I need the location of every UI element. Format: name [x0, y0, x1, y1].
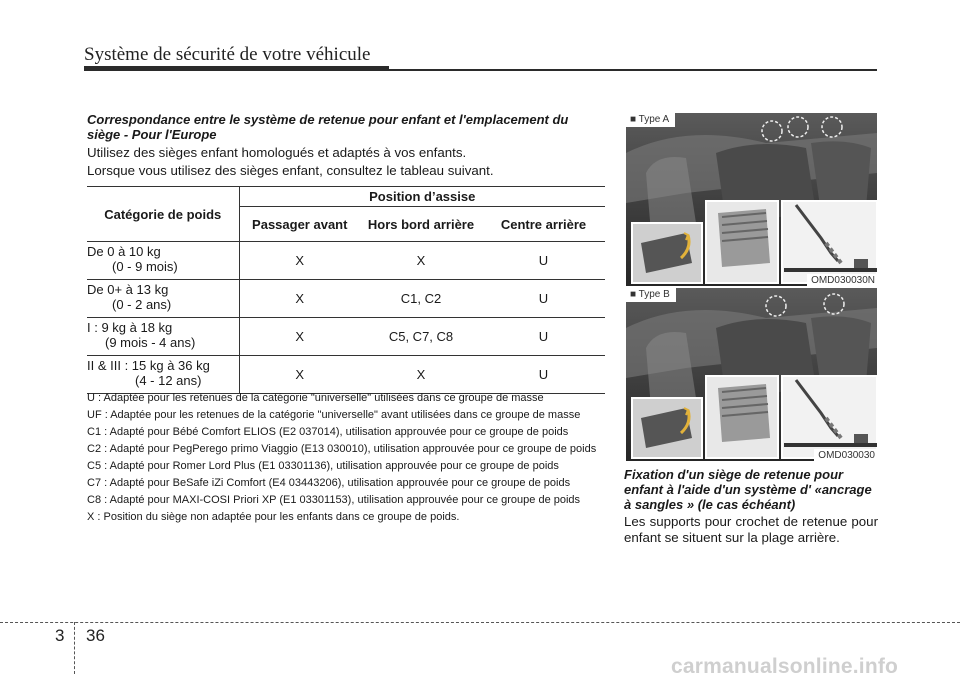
figure-type-a — [626, 113, 877, 286]
category-weight: De 0+ à 13 kg — [87, 282, 169, 297]
col-rear-center: Centre arrière — [482, 207, 605, 242]
value-cell: U — [482, 280, 605, 318]
seat-anchor-illustration-a — [626, 113, 877, 286]
figure-type-b-code: OMD030030 — [814, 449, 877, 461]
category-age: (0 - 9 mois) — [112, 259, 178, 274]
figure-type-a-code: OMD030030N — [807, 274, 877, 286]
category-weight: II & III : 15 kg à 36 kg — [87, 358, 210, 373]
legend-c1: C1 : Adapté pour Bébé Comfort ELIOS (E2 037014), utilisation approuvée pour ce groupe de poids — [87, 426, 569, 438]
category-age: (0 - 2 ans) — [112, 297, 172, 312]
weight-category-cell — [87, 280, 239, 318]
intro-line-2: Lorsque vous utilisez des sièges enfant, consultez le tableau suivant. — [87, 163, 494, 178]
legend-c2: C2 : Adapté pour PegPerego primo Viaggio (E13 030010), utilisation approuvée pour ce groupe de poids — [87, 443, 597, 455]
category-age: (9 mois - 4 ans) — [105, 335, 196, 350]
value-cell: X — [360, 242, 482, 280]
legend-c7: C7 : Adapté pour BeSafe iZi Comfort (E4 03443206), utilisation approuvée pour ce groupe de poids — [87, 477, 571, 489]
value-cell: X — [239, 280, 360, 318]
fixation-heading: Fixation d'un siège de retenue pour enfant à l'aide d'un système d' «ancrage à sangles » (le cas échéant) — [624, 467, 872, 512]
weight-category-cell — [87, 242, 239, 280]
category-age: (4 - 12 ans) — [135, 373, 202, 388]
fixation-body: Les supports pour crochet de retenue pour enfant se situent sur la plage arrière. — [624, 514, 878, 545]
legend-u: U : Adaptée pour les retenues de la catégorie "universelle" utilisées dans ce groupe de masse — [87, 392, 544, 404]
seat-anchor-illustration-b — [626, 288, 877, 461]
category-weight: De 0 à 10 kg — [87, 244, 161, 259]
header-thin-rule — [389, 69, 877, 71]
page-header-title: Système de sécurité de votre véhicule — [84, 44, 371, 65]
legend-list — [87, 391, 603, 524]
header-thick-rule — [84, 66, 389, 71]
table-row — [87, 242, 605, 280]
figure-type-b-label: ■ Type B — [626, 288, 676, 302]
legend-c5: C5 : Adapté pour Romer Lord Plus (E1 03301136), utilisation approuvée pour ce groupe de poids — [87, 460, 559, 472]
col-rear-outboard: Hors bord arrière — [360, 207, 482, 242]
chapter-number: 3 — [55, 626, 65, 645]
site-watermark: carmanualsonline.info — [671, 655, 899, 678]
value-cell: C5, C7, C8 — [360, 318, 482, 356]
value-cell: X — [239, 356, 360, 394]
value-cell: U — [482, 356, 605, 394]
table-row — [87, 280, 605, 318]
value-cell: C1, C2 — [360, 280, 482, 318]
value-cell: X — [239, 242, 360, 280]
value-cell: X — [360, 356, 482, 394]
footer-dashed-divider — [74, 622, 75, 674]
weight-category-cell — [87, 318, 239, 356]
page-number: 36 — [86, 626, 105, 645]
col-front-passenger: Passager avant — [239, 207, 360, 242]
weight-category-cell — [87, 356, 239, 394]
legend-x: X : Position du siège non adaptée pour les enfants dans ce groupe de poids. — [87, 511, 460, 523]
section-heading: Correspondance entre le système de retenue pour enfant et l'emplacement du siège - Pour l'Europe — [87, 112, 569, 142]
intro-line-1: Utilisez des sièges enfant homologués et adaptés à vos enfants. — [87, 145, 467, 160]
legend-c8: C8 : Adapté pour MAXI-COSI Priori XP (E1 03301153), utilisation approuvée pour ce groupe de poids — [87, 494, 581, 506]
table-row — [87, 318, 605, 356]
value-cell: X — [239, 318, 360, 356]
seat-compatibility-table — [87, 186, 605, 394]
value-cell: U — [482, 242, 605, 280]
weight-category-header: Catégorie de poids — [87, 187, 239, 242]
footer-dashed-rule — [0, 622, 960, 623]
figure-type-b — [626, 288, 877, 461]
seating-position-header: Position d’assise — [239, 187, 605, 207]
legend-uf: UF : Adaptée pour les retenues de la catégorie "universelle" avant utilisées dans ce groupe de masse — [87, 409, 581, 421]
figure-type-a-label: ■ Type A — [626, 113, 675, 127]
table-row — [87, 356, 605, 394]
value-cell: U — [482, 318, 605, 356]
category-weight: I : 9 kg à 18 kg — [87, 320, 173, 335]
